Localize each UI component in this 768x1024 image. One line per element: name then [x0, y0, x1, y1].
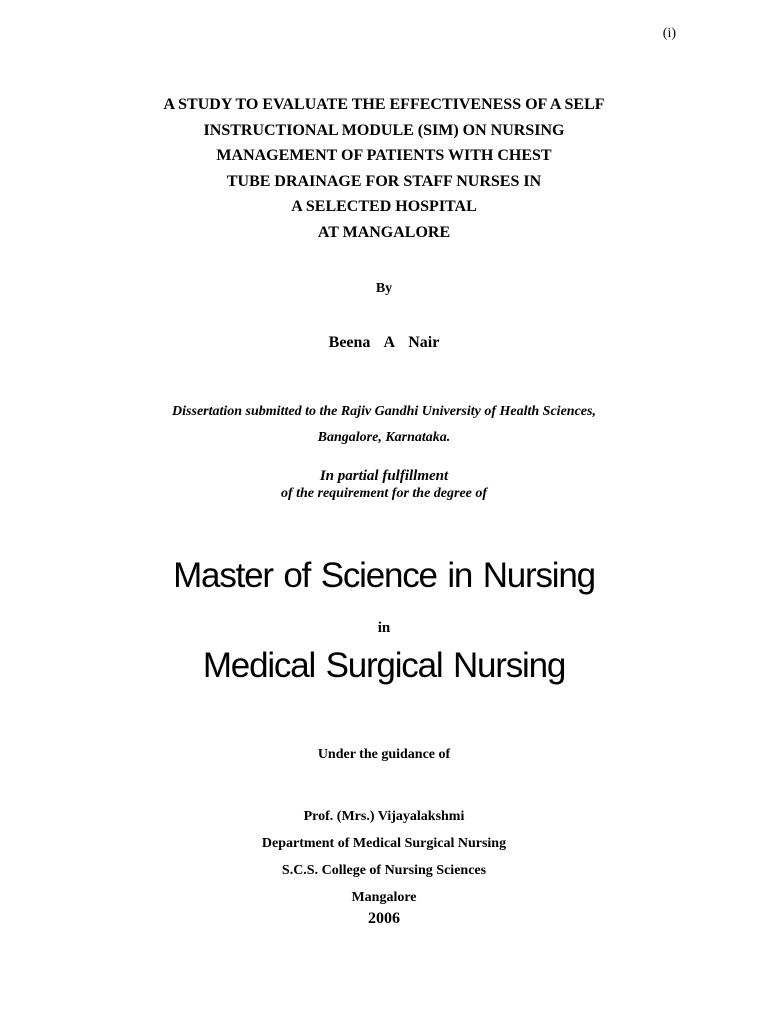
dissertation-statement [0, 399, 768, 451]
title-line: TUBE DRAINAGE FOR STAFF NURSES IN [226, 172, 542, 190]
by-label: By [375, 281, 393, 296]
guide-line: Mangalore [351, 890, 417, 905]
dissertation-line: Bangalore, Karnataka. [317, 430, 451, 445]
partial-line: In partial fulfillment [319, 468, 449, 484]
dissertation-line: Dissertation submitted to the Rajiv Gandhi University of Health Sciences, [172, 404, 596, 419]
submission-year: 2006 [368, 910, 400, 927]
degree-name: Master of Science in Nursing [173, 556, 595, 595]
title-line: A SELECTED HOSPITAL [291, 198, 477, 215]
in-label: in [377, 620, 391, 636]
partial-line: of the requirement for the degree of [280, 486, 488, 501]
title-line: INSTRUCTIONAL MODULE (SIM) ON NURSING [203, 121, 565, 139]
guide-line: S.C.S. College of Nursing Sciences [281, 863, 487, 878]
guide-details [0, 803, 768, 911]
page-number: (i) [662, 26, 676, 41]
title-line: AT MANGALORE [317, 223, 451, 241]
title-line: A STUDY TO EVALUATE THE EFFECTIVENESS OF A SELF [163, 96, 605, 113]
thesis-title [0, 92, 768, 245]
specialty-name: Medical Surgical Nursing [202, 646, 566, 685]
title-line: MANAGEMENT OF PATIENTS WITH CHEST [216, 147, 552, 164]
guide-line: Prof. (Mrs.) Vijayalakshmi [303, 809, 465, 824]
guidance-label: Under the guidance of [317, 747, 451, 762]
author-name: Beena A Nair [328, 334, 440, 351]
partial-fulfillment [0, 467, 768, 503]
guide-line: Department of Medical Surgical Nursing [261, 836, 507, 851]
